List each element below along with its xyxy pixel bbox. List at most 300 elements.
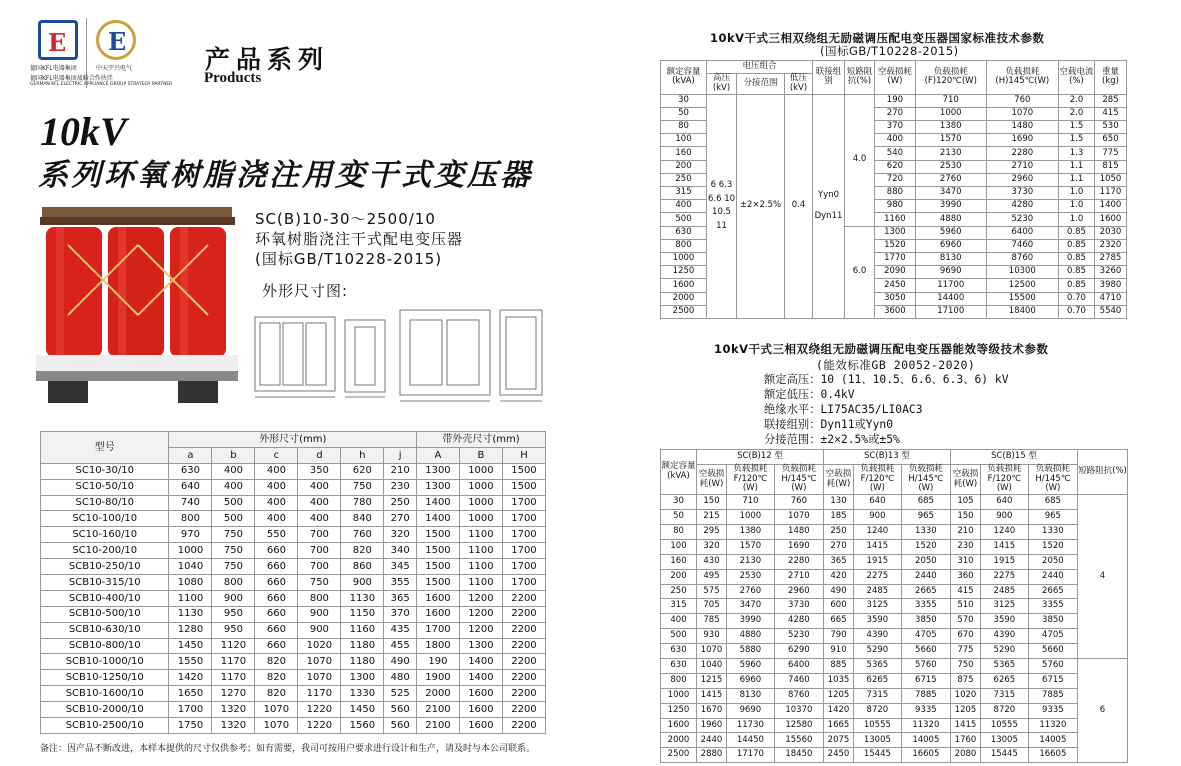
table-cell: 8130 xyxy=(915,252,986,265)
table-cell: 1020 xyxy=(950,688,980,703)
tech-table-subtitle: (国标GB/T10228-2015) xyxy=(820,44,959,58)
table-cell: 2275 xyxy=(854,569,902,584)
table-cell: SCB10-250/10 xyxy=(41,559,169,575)
table-cell: 1600 xyxy=(459,686,502,702)
table-cell: 2200 xyxy=(502,590,545,606)
table-cell: 2090 xyxy=(875,266,916,279)
table-cell: 10555 xyxy=(980,718,1028,733)
table-cell: 630 xyxy=(661,226,707,239)
table-cell: 285 xyxy=(1095,94,1127,107)
table-cell: 1000 xyxy=(915,107,986,120)
table-cell: 490 xyxy=(823,584,853,599)
table-cell: 105 xyxy=(950,495,980,510)
col-j: j xyxy=(384,447,417,463)
table-cell: 950 xyxy=(212,606,255,622)
logo-caption-3: 德国KFL电器集团战略合作伙伴 xyxy=(30,75,113,82)
table-cell: 660 xyxy=(255,590,298,606)
products-heading-cn: 产品系列 xyxy=(205,45,330,74)
table-header-row xyxy=(661,450,1128,465)
table-cell: 5660 xyxy=(1028,644,1077,659)
table-cell: 3260 xyxy=(1095,266,1127,279)
table-cell: 1120 xyxy=(212,638,255,654)
col-connection: 联接组别 xyxy=(813,61,845,95)
table-cell: 2050 xyxy=(1028,554,1077,569)
table-cell: 2030 xyxy=(1095,226,1127,239)
table-cell: 6715 xyxy=(1028,673,1077,688)
col-h-15: 负载损耗H/145℃(W) xyxy=(1028,464,1077,494)
table-cell: 270 xyxy=(875,107,916,120)
col-f-13: 负载损耗F/120℃(W) xyxy=(854,464,902,494)
table-row xyxy=(661,658,1128,673)
table-cell: 370 xyxy=(875,121,916,134)
table-cell: 2200 xyxy=(502,686,545,702)
table-cell: 2500 xyxy=(661,748,697,763)
table-cell: SCB10-800/10 xyxy=(41,638,169,654)
table-cell: 5960 xyxy=(915,226,986,239)
table-cell: 2485 xyxy=(980,584,1028,599)
table-row xyxy=(661,554,1128,569)
table-cell: 3590 xyxy=(854,614,902,629)
table-cell: 340 xyxy=(384,543,417,559)
spec-tap-range: 分接范围：±2×2.5%或±5% xyxy=(764,433,900,446)
col-nl-15: 空载损耗(W) xyxy=(950,464,980,494)
table-cell: 660 xyxy=(255,622,298,638)
table-cell: 1035 xyxy=(823,673,853,688)
table-cell: 400 xyxy=(298,479,341,495)
table-cell: 1000 xyxy=(727,510,775,525)
col-outer-dimensions: 外形尺寸(mm) xyxy=(169,432,416,448)
table-cell: 210 xyxy=(384,463,417,479)
table-cell: 435 xyxy=(384,622,417,638)
table-cell: 9335 xyxy=(901,703,950,718)
table-cell: 2665 xyxy=(1028,584,1077,599)
logo-caption-2: 中天宇兴电气 xyxy=(96,65,133,72)
spec-rated-hv: 额定高压：10 (11、10.5、6.6、6.3、6) kV xyxy=(764,373,1009,386)
col-nl-12: 空载损耗(W) xyxy=(697,464,727,494)
col-weight: 重量(kg) xyxy=(1095,61,1127,95)
products-heading-en: Products xyxy=(204,70,262,86)
impedance-cell: 4.0 xyxy=(845,94,875,226)
table-cell: 660 xyxy=(255,559,298,575)
table-cell: 1250 xyxy=(661,703,697,718)
table-cell: 3600 xyxy=(875,305,916,318)
table-cell: 5365 xyxy=(980,658,1028,673)
table-cell: 0.70 xyxy=(1059,292,1095,305)
table-row xyxy=(41,495,546,511)
table-cell: 30 xyxy=(661,495,697,510)
table-cell: 1450 xyxy=(341,702,384,718)
col-H: H xyxy=(502,447,545,463)
table-cell: 1150 xyxy=(341,606,384,622)
table-cell: 1500 xyxy=(416,543,459,559)
table-cell: 1.0 xyxy=(1059,187,1095,200)
table-cell: SCB10-1000/10 xyxy=(41,654,169,670)
table-cell: 650 xyxy=(1095,134,1127,147)
lv-value-cell: 0.4 xyxy=(785,94,813,318)
table-cell: 1300 xyxy=(416,479,459,495)
table-row xyxy=(661,614,1128,629)
table-row xyxy=(661,673,1128,688)
table-cell: 640 xyxy=(854,495,902,510)
table-cell: 14450 xyxy=(727,733,775,748)
table-cell: 2440 xyxy=(1028,569,1077,584)
table-cell: 1070 xyxy=(298,670,341,686)
table-cell: 9335 xyxy=(1028,703,1077,718)
table-cell: 2200 xyxy=(502,670,545,686)
table-cell: 1070 xyxy=(986,107,1058,120)
table-cell: 860 xyxy=(341,559,384,575)
col-d: d xyxy=(298,447,341,463)
table-cell: 1215 xyxy=(697,673,727,688)
table-cell: 250 xyxy=(384,495,417,511)
table-cell: 560 xyxy=(384,718,417,734)
table-cell: 1900 xyxy=(416,670,459,686)
table-cell: 1800 xyxy=(416,638,459,654)
col-nl-13: 空载损耗(W) xyxy=(823,464,853,494)
table-cell: 1170 xyxy=(212,654,255,670)
table-cell: 2960 xyxy=(986,173,1058,186)
spec-insulation: 绝缘水平：LI75AC35/LI0AC3 xyxy=(764,403,923,416)
table-cell: 1000 xyxy=(459,511,502,527)
col-model: 型号 xyxy=(41,432,169,464)
table-cell: 1700 xyxy=(502,543,545,559)
table-cell: 6400 xyxy=(986,226,1058,239)
table-cell: 880 xyxy=(875,187,916,200)
table-cell: 1070 xyxy=(697,644,727,659)
table-cell: 1600 xyxy=(1095,213,1127,226)
table-cell: 820 xyxy=(255,654,298,670)
table-cell: 2275 xyxy=(980,569,1028,584)
col-noload-loss: 空载损耗(W) xyxy=(875,61,916,95)
table-cell: 365 xyxy=(823,554,853,569)
transformer-photo xyxy=(28,205,243,410)
col-load-loss-h: 负载损耗(H)145℃(W) xyxy=(986,61,1058,95)
table-cell: 4390 xyxy=(854,629,902,644)
table-row xyxy=(41,479,546,495)
table-cell: 900 xyxy=(212,590,255,606)
table-cell: 1130 xyxy=(341,590,384,606)
table-cell: 1665 xyxy=(823,718,853,733)
table-cell: 3125 xyxy=(854,599,902,614)
table-cell: 320 xyxy=(697,539,727,554)
table-cell: 1415 xyxy=(854,539,902,554)
table-cell: 1380 xyxy=(727,524,775,539)
table-cell: 6265 xyxy=(854,673,902,688)
table-cell: 30 xyxy=(661,94,707,107)
table-cell: 495 xyxy=(697,569,727,584)
table-cell: 3470 xyxy=(915,187,986,200)
table-cell: 500 xyxy=(661,213,707,226)
table-cell: 1.0 xyxy=(1059,200,1095,213)
table-cell: 16605 xyxy=(1028,748,1077,763)
table-cell: 820 xyxy=(255,670,298,686)
table-cell: 1160 xyxy=(341,622,384,638)
table-cell: 2000 xyxy=(416,686,459,702)
table-cell: 3355 xyxy=(1028,599,1077,614)
table-cell: 710 xyxy=(727,495,775,510)
table-row xyxy=(661,510,1128,525)
table-cell: 315 xyxy=(661,599,697,614)
col-load-loss-f: 负载损耗(F)120℃(W) xyxy=(915,61,986,95)
table-row xyxy=(661,584,1128,599)
table-cell: SCB10-630/10 xyxy=(41,622,169,638)
table-cell: 1240 xyxy=(980,524,1028,539)
table-cell: 1100 xyxy=(459,527,502,543)
table-cell: 1300 xyxy=(459,638,502,654)
brand-logo-zhongtian: E xyxy=(96,20,136,60)
table-cell: 2440 xyxy=(697,733,727,748)
table-row xyxy=(41,606,546,622)
table-cell: 14400 xyxy=(915,292,986,305)
table-cell: 630 xyxy=(169,463,212,479)
table-cell: 1915 xyxy=(854,554,902,569)
table-cell: 2000 xyxy=(661,292,707,305)
table-cell: 1250 xyxy=(661,266,707,279)
table-cell: 2665 xyxy=(901,584,950,599)
tap-range-cell: ±2×2.5% xyxy=(737,94,785,318)
table-cell: SC10-200/10 xyxy=(41,543,169,559)
col-B: B xyxy=(459,447,502,463)
table-cell: 3125 xyxy=(980,599,1028,614)
table-cell: SCB10-1600/10 xyxy=(41,686,169,702)
table-cell: 1600 xyxy=(459,718,502,734)
eff-table-title: 10kV干式三相双绕组无励磁调压配电变压器能效等级技术参数 xyxy=(714,342,1049,356)
table-cell: 685 xyxy=(901,495,950,510)
table-cell: 1050 xyxy=(1095,173,1127,186)
table-cell: 400 xyxy=(255,463,298,479)
table-cell: 750 xyxy=(212,543,255,559)
col-noload-current: 空载电流(%) xyxy=(1059,61,1095,95)
table-cell: 740 xyxy=(169,495,212,511)
table-cell: 160 xyxy=(661,147,707,160)
table-cell: 15500 xyxy=(986,292,1058,305)
table-cell: 3850 xyxy=(901,614,950,629)
table-cell: 900 xyxy=(298,622,341,638)
table-cell: 2500 xyxy=(661,305,707,318)
table-cell: 700 xyxy=(298,559,341,575)
table-cell: 1070 xyxy=(255,718,298,734)
table-cell: 1400 xyxy=(1095,200,1127,213)
table-row xyxy=(661,629,1128,644)
hv-values-cell: 6 6.3 6.6 10 10.5 11 xyxy=(707,94,737,318)
table-cell: 4705 xyxy=(901,629,950,644)
table-cell: 160 xyxy=(661,554,697,569)
table-cell: 1670 xyxy=(697,703,727,718)
table-cell: 1070 xyxy=(255,702,298,718)
table-cell: 785 xyxy=(697,614,727,629)
table-cell: 400 xyxy=(255,495,298,511)
table-cell: 2000 xyxy=(661,733,697,748)
table-cell: 965 xyxy=(901,510,950,525)
table-cell: 800 xyxy=(212,575,255,591)
table-cell: 800 xyxy=(661,673,697,688)
table-cell: 8130 xyxy=(727,688,775,703)
table-cell: 5760 xyxy=(1028,658,1077,673)
table-cell: 15445 xyxy=(980,748,1028,763)
table-cell: 5660 xyxy=(901,644,950,659)
table-cell: 1000 xyxy=(459,463,502,479)
model-range: SC(B)10-30～2500/10 xyxy=(255,210,436,228)
table-cell: 600 xyxy=(823,599,853,614)
table-cell: 685 xyxy=(1028,495,1077,510)
table-cell: 800 xyxy=(169,511,212,527)
table-cell: 1000 xyxy=(661,252,707,265)
table-cell: 1070 xyxy=(298,654,341,670)
table-cell: 525 xyxy=(384,686,417,702)
table-cell: 840 xyxy=(341,511,384,527)
col-case-dimensions: 带外壳尺寸(mm) xyxy=(416,432,545,448)
table-cell: 8720 xyxy=(980,703,1028,718)
table-cell: 3730 xyxy=(774,599,823,614)
table-cell: 0.85 xyxy=(1059,252,1095,265)
table-cell: 2280 xyxy=(774,554,823,569)
table-cell: 1000 xyxy=(459,479,502,495)
table-row xyxy=(661,495,1128,510)
col-f-15: 负载损耗F/120℃(W) xyxy=(980,464,1028,494)
table-row xyxy=(41,670,546,686)
table-cell: 100 xyxy=(661,134,707,147)
table-cell: 2200 xyxy=(502,622,545,638)
table-cell: SCB10-2500/10 xyxy=(41,718,169,734)
model-standard: (国标GB/T10228-2015) xyxy=(255,250,443,268)
table-cell: 500 xyxy=(212,511,255,527)
table-cell: 1400 xyxy=(416,495,459,511)
table-cell: 2710 xyxy=(774,569,823,584)
table-cell: 2280 xyxy=(986,147,1058,160)
table-cell: 215 xyxy=(697,510,727,525)
table-cell: 9690 xyxy=(727,703,775,718)
table-cell: 1130 xyxy=(169,606,212,622)
table-cell: 1100 xyxy=(459,543,502,559)
table-cell: 660 xyxy=(255,575,298,591)
table-cell: 2785 xyxy=(1095,252,1127,265)
table-cell: 1690 xyxy=(774,539,823,554)
table-cell: 7885 xyxy=(1028,688,1077,703)
table-cell: 150 xyxy=(697,495,727,510)
table-cell: 1520 xyxy=(875,239,916,252)
table-cell: SCB10-2000/10 xyxy=(41,702,169,718)
table-cell: 1040 xyxy=(697,658,727,673)
table-row xyxy=(41,638,546,654)
table-cell: 1500 xyxy=(502,479,545,495)
table-cell: 500 xyxy=(661,629,697,644)
table-cell: 10300 xyxy=(986,266,1058,279)
table-cell: 9690 xyxy=(915,266,986,279)
col-impedance: 短路阻抗(%) xyxy=(1078,450,1128,495)
table-cell: 1300 xyxy=(416,463,459,479)
table-cell: 2450 xyxy=(875,279,916,292)
table-cell: 365 xyxy=(384,590,417,606)
table-cell: 4880 xyxy=(727,629,775,644)
table-cell: 490 xyxy=(384,654,417,670)
table-cell: 2080 xyxy=(950,748,980,763)
table-cell: 1700 xyxy=(502,559,545,575)
table-cell: 2880 xyxy=(697,748,727,763)
col-group-scb13: SC(B)13 型 xyxy=(823,450,950,465)
table-cell: 710 xyxy=(915,94,986,107)
table-cell: 1170 xyxy=(1095,187,1127,200)
table-cell: 11320 xyxy=(901,718,950,733)
table-cell: 900 xyxy=(298,606,341,622)
table-cell: 820 xyxy=(341,543,384,559)
table-cell: 4280 xyxy=(986,200,1058,213)
table-cell: 7315 xyxy=(854,688,902,703)
table-cell: 970 xyxy=(169,527,212,543)
table-cell: 900 xyxy=(854,510,902,525)
table-cell: 1320 xyxy=(212,702,255,718)
table-cell: 6400 xyxy=(774,658,823,673)
table-cell: 1240 xyxy=(854,524,902,539)
table-cell: 400 xyxy=(212,479,255,495)
table-cell: 750 xyxy=(212,527,255,543)
table-cell: 1550 xyxy=(169,654,212,670)
table-cell: 17170 xyxy=(727,748,775,763)
table-cell: 5960 xyxy=(727,658,775,673)
table-cell: 6960 xyxy=(727,673,775,688)
table-cell: 1420 xyxy=(169,670,212,686)
table-cell: 1400 xyxy=(416,511,459,527)
table-cell: 1700 xyxy=(502,495,545,511)
col-A: A xyxy=(416,447,459,463)
table-cell: 1600 xyxy=(416,606,459,622)
table-cell: 1700 xyxy=(416,622,459,638)
table-cell: 750 xyxy=(212,559,255,575)
table-subheader-row xyxy=(661,464,1128,494)
table-row xyxy=(661,733,1128,748)
table-row xyxy=(661,569,1128,584)
table-cell: 250 xyxy=(823,524,853,539)
efficiency-table xyxy=(660,449,1128,763)
table-cell: 2200 xyxy=(502,702,545,718)
table-cell: 5540 xyxy=(1095,305,1127,318)
table-cell: 11320 xyxy=(1028,718,1077,733)
table-cell: 350 xyxy=(298,463,341,479)
table-cell: 750 xyxy=(950,658,980,673)
table-cell: 17100 xyxy=(915,305,986,318)
table-cell: 6265 xyxy=(980,673,1028,688)
table-cell: 630 xyxy=(661,644,697,659)
table-cell: 1330 xyxy=(1028,524,1077,539)
table-cell: 1415 xyxy=(697,688,727,703)
table-cell: 345 xyxy=(384,559,417,575)
table-row xyxy=(41,590,546,606)
table-cell: 415 xyxy=(950,584,980,599)
table-cell: 2440 xyxy=(901,569,950,584)
table-cell: 295 xyxy=(697,524,727,539)
table-cell: 750 xyxy=(341,479,384,495)
table-cell: 50 xyxy=(661,510,697,525)
table-cell: 6960 xyxy=(915,239,986,252)
table-cell: 3470 xyxy=(727,599,775,614)
impedance-cell: 6 xyxy=(1078,658,1128,762)
table-cell: 1200 xyxy=(459,590,502,606)
table-cell: 480 xyxy=(384,670,417,686)
table-cell: 1220 xyxy=(298,702,341,718)
table-cell: 530 xyxy=(1095,121,1127,134)
dimension-drawing xyxy=(250,305,550,415)
table-cell: SC10-30/10 xyxy=(41,463,169,479)
table-cell: 570 xyxy=(950,614,980,629)
table-cell: 1650 xyxy=(169,686,212,702)
table-row xyxy=(41,527,546,543)
table-cell: 18400 xyxy=(986,305,1058,318)
table-cell: 1380 xyxy=(915,121,986,134)
table-cell: 1200 xyxy=(459,622,502,638)
table-cell: 1400 xyxy=(459,654,502,670)
table-cell: 1700 xyxy=(169,702,212,718)
table-cell: 1415 xyxy=(950,718,980,733)
table-cell: 12500 xyxy=(986,279,1058,292)
